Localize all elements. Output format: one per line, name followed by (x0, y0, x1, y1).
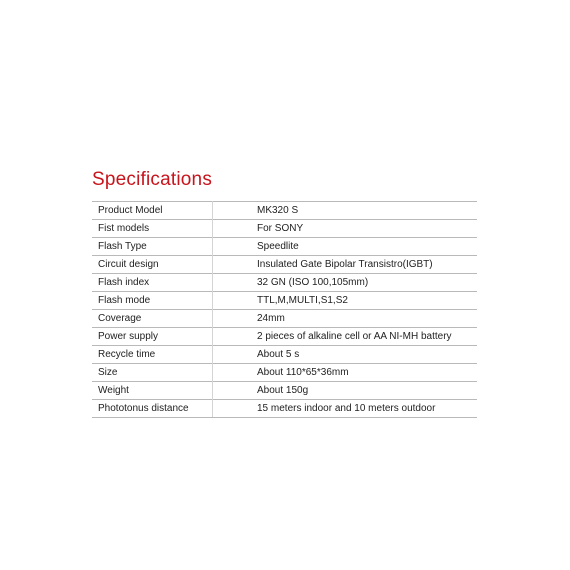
table-row (92, 292, 477, 310)
table-row (92, 364, 477, 382)
page-title: Specifications (92, 169, 213, 190)
spec-label: Flash Type (92, 238, 213, 256)
spec-value: 15 meters indoor and 10 meters outdoor (213, 400, 478, 418)
spec-value: Speedlite (213, 238, 478, 256)
spec-label: Power supply (92, 328, 213, 346)
spec-label: Coverage (92, 310, 213, 328)
spec-label: Fist models (92, 220, 213, 238)
spec-value: TTL,M,MULTI,S1,S2 (213, 292, 478, 310)
spec-label: Product Model (92, 202, 213, 220)
spec-label: Phototonus distance (92, 400, 213, 418)
spec-label: Recycle time (92, 346, 213, 364)
spec-label: Weight (92, 382, 213, 400)
spec-value: 2 pieces of alkaline cell or AA NI-MH battery (213, 328, 478, 346)
table-row (92, 382, 477, 400)
spec-label: Circuit design (92, 256, 213, 274)
table-row (92, 346, 477, 364)
table-row (92, 274, 477, 292)
spec-table-body (92, 202, 477, 418)
table-row (92, 256, 477, 274)
spec-label: Size (92, 364, 213, 382)
table-row (92, 202, 477, 220)
spec-value: For SONY (213, 220, 478, 238)
table-row (92, 400, 477, 418)
spec-label: Flash index (92, 274, 213, 292)
table-row (92, 328, 477, 346)
spec-value: 32 GN (ISO 100,105mm) (213, 274, 478, 292)
spec-value: MK320 S (213, 202, 478, 220)
table-row (92, 310, 477, 328)
table-row (92, 238, 477, 256)
spec-label: Flash mode (92, 292, 213, 310)
spec-value: About 110*65*36mm (213, 364, 478, 382)
spec-value: 24mm (213, 310, 478, 328)
table-row (92, 220, 477, 238)
spec-value: Insulated Gate Bipolar Transistro(IGBT) (213, 256, 478, 274)
spec-table (92, 201, 477, 418)
spec-value: About 5 s (213, 346, 478, 364)
spec-value: About 150g (213, 382, 478, 400)
